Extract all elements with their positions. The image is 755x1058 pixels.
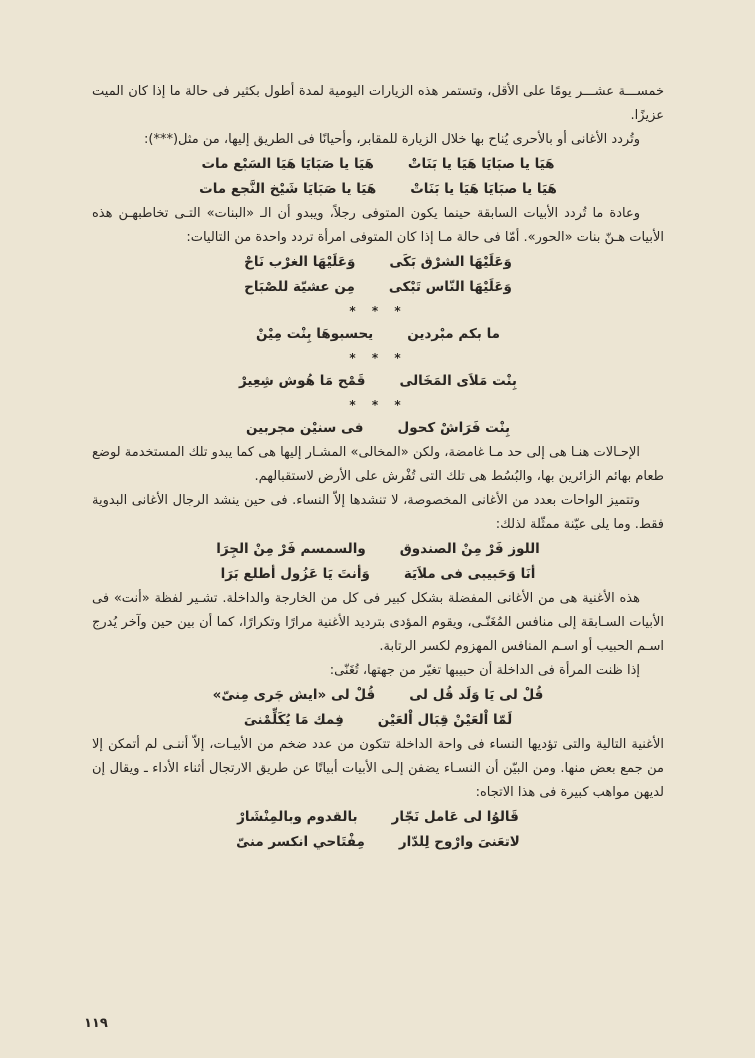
verse-second-hemistich: مِن عشيّة للصْبَاح	[244, 279, 355, 295]
verse-first-hemistich: لَمّا اْلعَيْنْ قِبَال اْلعَيْن	[377, 712, 513, 728]
body-paragraph: هذه الأغنية هى من الأغانى المفضلة بشكل كبير فى كل من الخارجة والداخلة. تشـير لفظة «أنت» فى الأبيات السـابقة إلى منافس المُغَنّـى، ويقوم المؤدى بترديد الأغنية مرارًا وتكرارًا، كما أن بين حين وآخر يُدرج اسـم الحبيب أو اسـم المنافس المهزوم لكسر الرتابة.	[92, 591, 664, 654]
body-paragraph: وعادة ما تُردد الأبيات السابقة حينما يكون المتوفى رجلاً، ويبدو أن الـ «البنات» التـى تخاطبهـن هذه الأبيات هـنّ بنات «الحور». أمّا فى حالة مـا إذا كان المتوفى امرأة تردد واحدة من التاليات:	[92, 206, 664, 245]
verse-second-hemistich: بالقدوم وبالمِنْشَارْ	[237, 809, 358, 825]
verse-line	[92, 322, 664, 347]
verse-first-hemistich: بِنْت مَلاَى المَخَالى	[399, 373, 517, 389]
verse-line	[92, 830, 664, 855]
verse-first-hemistich: وَعَلَيْهَا النّاس تَبْكى	[388, 279, 512, 295]
verse-first-hemistich: بِنْت فَرَاشْ كحول	[397, 420, 511, 436]
verse-first-hemistich: قُلْ لى يَا وَلَد قُل لى	[409, 687, 544, 703]
verse-second-hemistich: مِفْتَاحي انكسر منىّ	[236, 834, 365, 850]
verse-line	[92, 152, 664, 177]
verse-second-hemistich: قُلْ لى «ايش جَرى مِنىّ»	[212, 687, 376, 703]
verse-second-hemistich: والسمسم فَرْ مِنْ الجِرَا	[216, 541, 366, 557]
body-paragraph: وتُردد الأغانى أو بالأحرى يُناح بها خلال الزيارة للمقابر، وأحيانًا فى الطريق إليها، من مثل(***):	[144, 132, 640, 147]
verse-line	[92, 416, 664, 441]
stanza-separator: * * *	[349, 398, 407, 412]
verse-line	[92, 708, 664, 733]
verse-line	[92, 369, 664, 394]
verse-second-hemistich: وَعَلَيْهَا الغرْب نَاحْ	[244, 254, 356, 270]
verse-second-hemistich: يحسبوهَا بِنْت مِيْنْ	[256, 326, 374, 342]
body-paragraph: الأغنية التالية والتى تؤديها النساء فى واحة الداخلة تتكون من عدد ضخم من الأبيـات، إلاّ أننـى لم أتمكن إلا من جمع بعض منها. ومن البيّن أن النسـاء يضفن إلـى الأبيات أبياتًا عن طريق الارتجال أثناء الأداء ـ ويقال إن لديهن مواهب كبيرة فى هذا الاتجاه:	[92, 737, 664, 800]
verse-second-hemistich: قَمْح مَا هُوش شِعِيرْ	[239, 373, 366, 389]
verse-second-hemistich: هَيَا يا صَبَايَا هَيَا السَبْع مات	[201, 156, 374, 172]
verse-line	[92, 562, 664, 587]
verse-line	[92, 177, 664, 202]
verse-second-hemistich: هَيَا يا صَبَايَا شَيْخ النَّجع مات	[199, 181, 377, 197]
stanza-separator: * * *	[349, 351, 407, 365]
verse-second-hemistich: فى سنيْن مجربين	[245, 420, 364, 436]
body-paragraph: خمســـة عشـــر يومًا على الأقل، وتستمر هذه الزيارات اليومية لمدة أطول بكثير فى حالة ما إذا كان الميت عزيزًا.	[92, 84, 664, 123]
body-paragraph: إذا ظنت المرأة فى الداخلة أن حبيبها تغيّر من جهتها، تُغَنّى:	[329, 663, 640, 678]
verse-line	[92, 537, 664, 562]
text-column	[92, 80, 664, 855]
verse-line	[92, 683, 664, 708]
verse-first-hemistich: اللوز فَرْ مِنْ الصندوق	[399, 541, 540, 557]
verse-line	[92, 275, 664, 300]
page-number: ١١٩	[84, 1016, 108, 1031]
verse-second-hemistich: وَأنتَ يَا عَزُول أطلع بَرَا	[220, 566, 370, 582]
verse-first-hemistich: أنَا وَحَبيبى فى ملاَيَة	[403, 566, 536, 582]
verse-line	[92, 805, 664, 830]
verse-line	[92, 250, 664, 275]
verse-first-hemistich: قَالوُا لى عَامل نَجّار	[391, 809, 519, 825]
verse-first-hemistich: لاتعَنىَ وارْوح لِلدّار	[398, 834, 520, 850]
body-paragraph: وتتميز الواحات بعدد من الأغانى المخصوصة، لا تنشدها إلاّ النساء. فى حين ينشد الرجال الأغانى البدوية فقط. وما يلى عيّنة ممثّلة لذلك:	[92, 493, 664, 532]
verse-second-hemistich: فِمك مَا يُكَلِّمْنىَ	[243, 712, 344, 728]
body-paragraph: الإحـالات هنـا هى إلى حد مـا غامضة، ولكن «المخالى» المشـار إليها هى كما يبدو تلك المستخدمة لوضع طعام بهائم الزائرين بها، والبُسُط هى تلك التى تُفْرش على الأرض لاستقبالهم.	[92, 445, 664, 484]
verse-first-hemistich: هَيَا يا صبَايَا هَيَا يا بَنَاتْ	[410, 181, 557, 197]
stanza-separator: * * *	[349, 304, 407, 318]
verse-first-hemistich: وَعَلَيْهَا الشرْق بَكَى	[389, 254, 512, 270]
verse-first-hemistich: هَيَا يا صبَايَا هَيَا يا بَنَاتْ	[407, 156, 555, 172]
verse-first-hemistich: ما بكم مبْردين	[407, 326, 500, 342]
